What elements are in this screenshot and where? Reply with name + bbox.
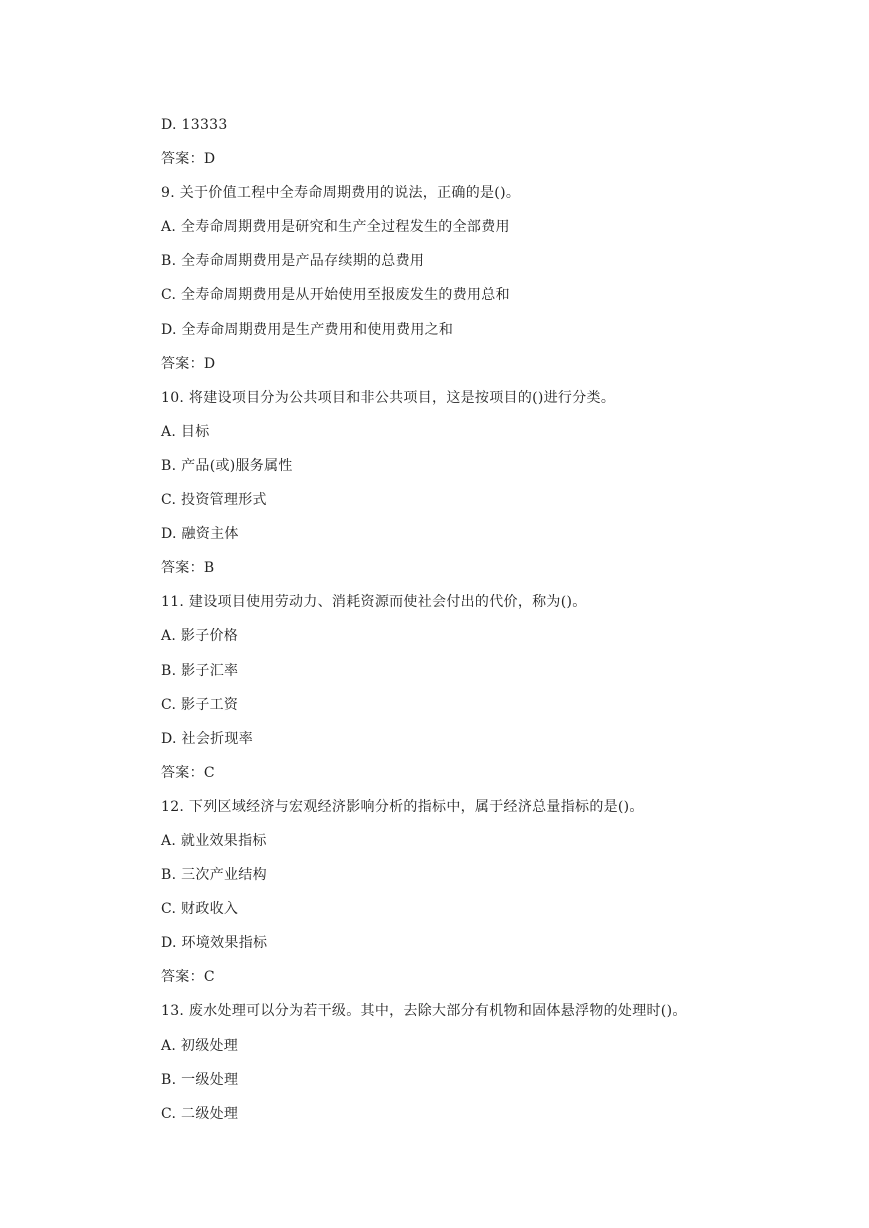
- option-d-q10: D. 融资主体: [161, 526, 239, 543]
- option-c-q10: C. 投资管理形式: [161, 492, 267, 509]
- option-b-q11: B. 影子汇率: [161, 662, 239, 679]
- option-a-q9: A. 全寿命周期费用是研究和生产全过程发生的全部费用: [161, 219, 510, 236]
- question-9: 9. 关于价值工程中全寿命周期费用的说法，正确的是()。: [161, 185, 521, 202]
- option-c-q11: C. 影子工资: [161, 696, 239, 713]
- option-a-q10: A. 目标: [161, 423, 210, 440]
- option-b-q9: B. 全寿命周期费用是产品存续期的总费用: [161, 253, 425, 270]
- option-b-q12: B. 三次产业结构: [161, 867, 267, 884]
- option-c-q12: C. 财政收入: [161, 901, 239, 918]
- option-a-q11: A. 影子价格: [161, 628, 239, 645]
- question-12: 12. 下列区域经济与宏观经济影响分析的指标中，属于经济总量指标的是()。: [161, 798, 644, 815]
- option-d-q8: D. 13333: [161, 117, 228, 133]
- option-d-q12: D. 环境效果指标: [161, 935, 268, 952]
- answer-q12: 答案：C: [161, 969, 215, 986]
- answer-q9: 答案：D: [161, 355, 216, 372]
- option-d-q9: D. 全寿命周期费用是生产费用和使用费用之和: [161, 321, 454, 338]
- question-10: 10. 将建设项目分为公共项目和非公共项目，这是按项目的()进行分类。: [161, 389, 616, 406]
- question-13: 13. 废水处理可以分为若干级。其中，去除大部分有机物和固体悬浮物的处理时()。: [161, 1003, 687, 1020]
- answer-q11: 答案：C: [161, 764, 215, 781]
- option-a-q13: A. 初级处理: [161, 1037, 239, 1054]
- option-c-q13: C. 二级处理: [161, 1105, 239, 1122]
- option-d-q11: D. 社会折现率: [161, 730, 254, 747]
- question-11: 11. 建设项目使用劳动力、消耗资源而使社会付出的代价，称为()。: [161, 594, 587, 611]
- option-c-q9: C. 全寿命周期费用是从开始使用至报废发生的费用总和: [161, 287, 510, 304]
- answer-q10: 答案：B: [161, 560, 215, 577]
- option-b-q10: B. 产品(或)服务属性: [161, 457, 293, 474]
- option-a-q12: A. 就业效果指标: [161, 832, 267, 849]
- option-b-q13: B. 一级处理: [161, 1071, 239, 1088]
- answer-q8: 答案：D: [161, 151, 216, 168]
- document-body: [161, 108, 781, 1131]
